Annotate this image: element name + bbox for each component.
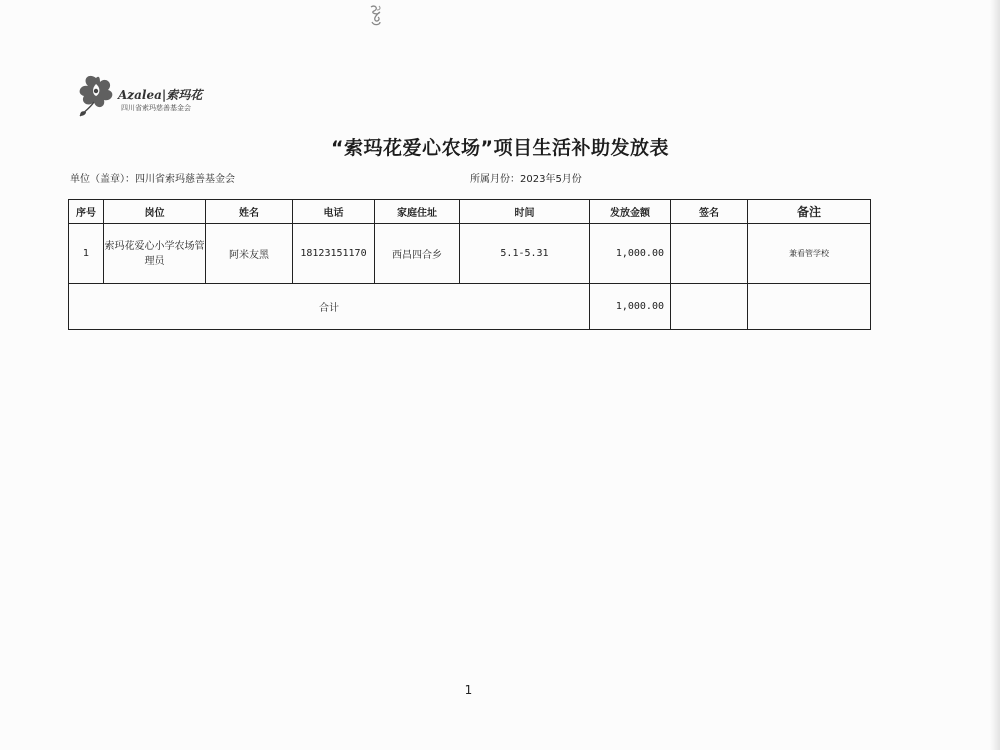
header-address: 家庭住址 [375,200,460,224]
azalea-flower-icon [74,72,118,118]
cell-name: 阿米友黑 [206,224,293,284]
cell-period: 5.1-5.31 [460,224,590,284]
cell-phone: 18123151170 [293,224,375,284]
header-name: 姓名 [206,200,293,224]
cell-signature [671,224,748,284]
total-signature-cell [671,284,748,330]
header-period: 时间 [460,200,590,224]
logo-text: Azalea|索玛花 [118,88,203,102]
subsidy-table [68,199,871,330]
month-label: 所属月份：2023年5月份 [470,174,582,185]
page-number: 1 [464,683,473,697]
scan-edge-shadow [990,0,1000,750]
header-seq: 序号 [69,200,104,224]
total-label: 合计 [69,284,590,330]
total-amount: 1,000.00 [590,284,671,330]
logo-subtitle: 四川省索玛慈善基金会 [121,104,191,112]
header-signature: 签名 [671,200,748,224]
cell-position: 索玛花爱心小学农场管理员 [104,224,206,284]
document-title: “索玛花爱心农场”项目生活补助发放表 [331,137,669,159]
header-note: 备注 [748,200,871,224]
scan-mark-icon [365,3,387,27]
header-position: 岗位 [104,200,206,224]
table-header-row [69,200,871,224]
total-note-cell [748,284,871,330]
cell-seq: 1 [69,224,104,284]
cell-amount: 1,000.00 [590,224,671,284]
cell-address: 西昌四合乡 [375,224,460,284]
header-phone: 电话 [293,200,375,224]
unit-label: 单位（盖章）：四川省索玛慈善基金会 [70,174,235,185]
header-amount: 发放金额 [590,200,671,224]
cell-note: 兼看管学校 [748,224,871,284]
table-row [69,224,871,284]
total-row [69,284,871,330]
foundation-logo [74,72,224,122]
